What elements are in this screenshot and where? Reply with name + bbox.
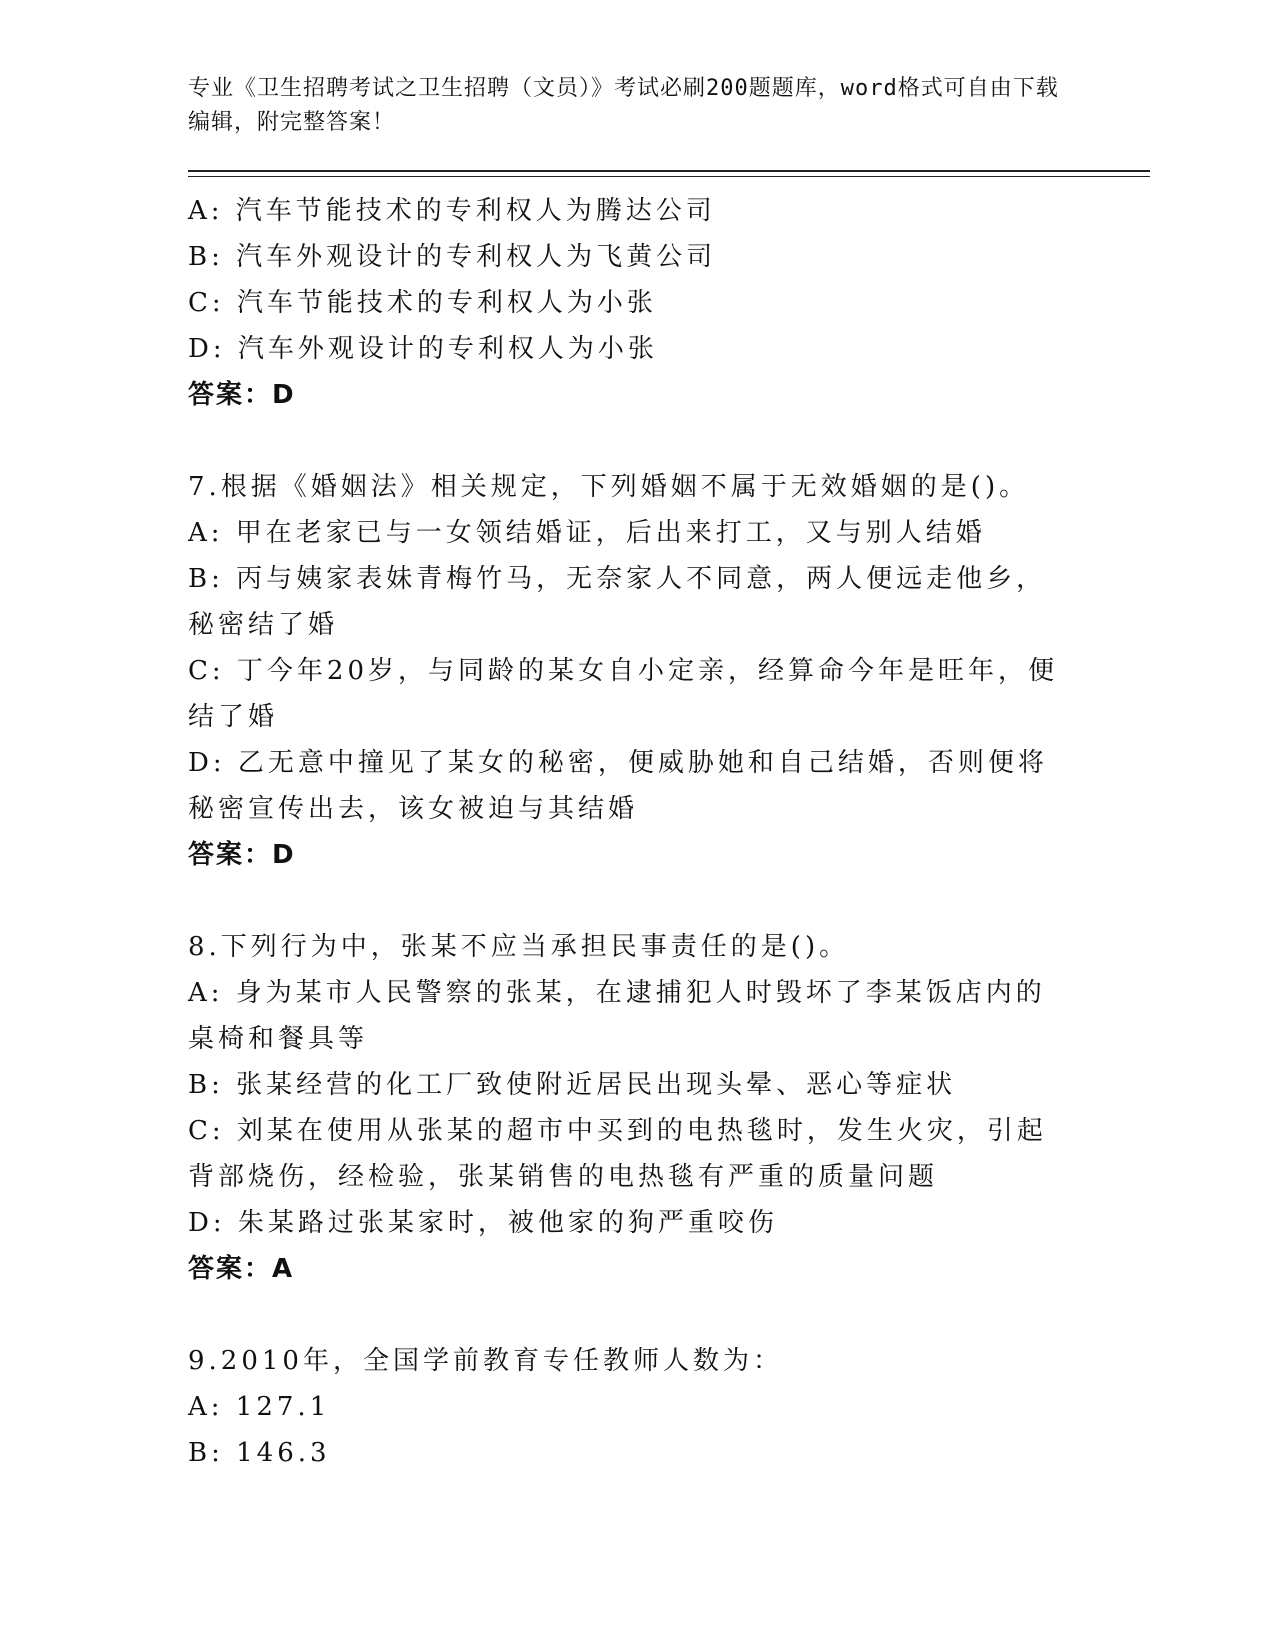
option-b: B: 146.3 <box>188 1438 331 1468</box>
option-c: C: 刘某在使用从张某的超市中买到的电热毯时，发生火灾，引起背部烧伤，经检验，张某销售的电热毯有严重的质量问题 <box>188 1116 1047 1192</box>
option-d: D: 乙无意中撞见了某女的秘密，便威胁她和自己结婚，否则便将秘密宣传出去，该女被迫与其结婚 <box>188 748 1048 824</box>
question-7 <box>188 464 1068 878</box>
option-b: B: 丙与姨家表妹青梅竹马，无奈家人不同意，两人便远走他乡，秘密结了婚 <box>188 564 1047 640</box>
answer: 答案：D <box>188 380 296 410</box>
option-a: A: 汽车节能技术的专利权人为腾达公司 <box>188 196 716 226</box>
answer: 答案：D <box>188 840 296 870</box>
option-b: B: 张某经营的化工厂致使附近居民出现头晕、恶心等症状 <box>188 1070 957 1100</box>
question-8 <box>188 924 1068 1292</box>
option-b: B: 汽车外观设计的专利权人为飞黄公司 <box>188 242 717 272</box>
option-d: D: 朱某路过张某家时，被他家的狗严重咬伤 <box>188 1208 778 1238</box>
answer: 答案：A <box>188 1254 295 1284</box>
question-9 <box>188 1338 1068 1476</box>
header-rule-top <box>188 170 1150 172</box>
option-a: A: 127.1 <box>188 1392 331 1422</box>
question-text: 8.下列行为中，张某不应当承担民事责任的是()。 <box>188 932 850 962</box>
question-text: 9.2010年，全国学前教育专任教师人数为： <box>188 1346 783 1376</box>
question-text: 7.根据《婚姻法》相关规定，下列婚姻不属于无效婚姻的是()。 <box>188 472 1030 502</box>
document-header: 专业《卫生招聘考试之卫生招聘（文员）》考试必刷200题题库，word格式可自由下载编辑，附完整答案！ <box>188 76 1059 135</box>
option-c: C: 汽车节能技术的专利权人为小张 <box>188 288 657 318</box>
question-6 <box>188 188 1068 418</box>
option-d: D: 汽车外观设计的专利权人为小张 <box>188 334 658 364</box>
option-c: C: 丁今年20岁，与同龄的某女自小定亲，经算命今年是旺年，便结了婚 <box>188 656 1059 732</box>
option-a: A: 身为某市人民警察的张某，在逮捕犯人时毁坏了李某饭店内的桌椅和餐具等 <box>188 978 1046 1054</box>
option-a: A: 甲在老家已与一女领结婚证，后出来打工，又与别人结婚 <box>188 518 986 548</box>
question-list <box>188 188 1068 1476</box>
header-rule-bottom <box>188 176 1150 177</box>
